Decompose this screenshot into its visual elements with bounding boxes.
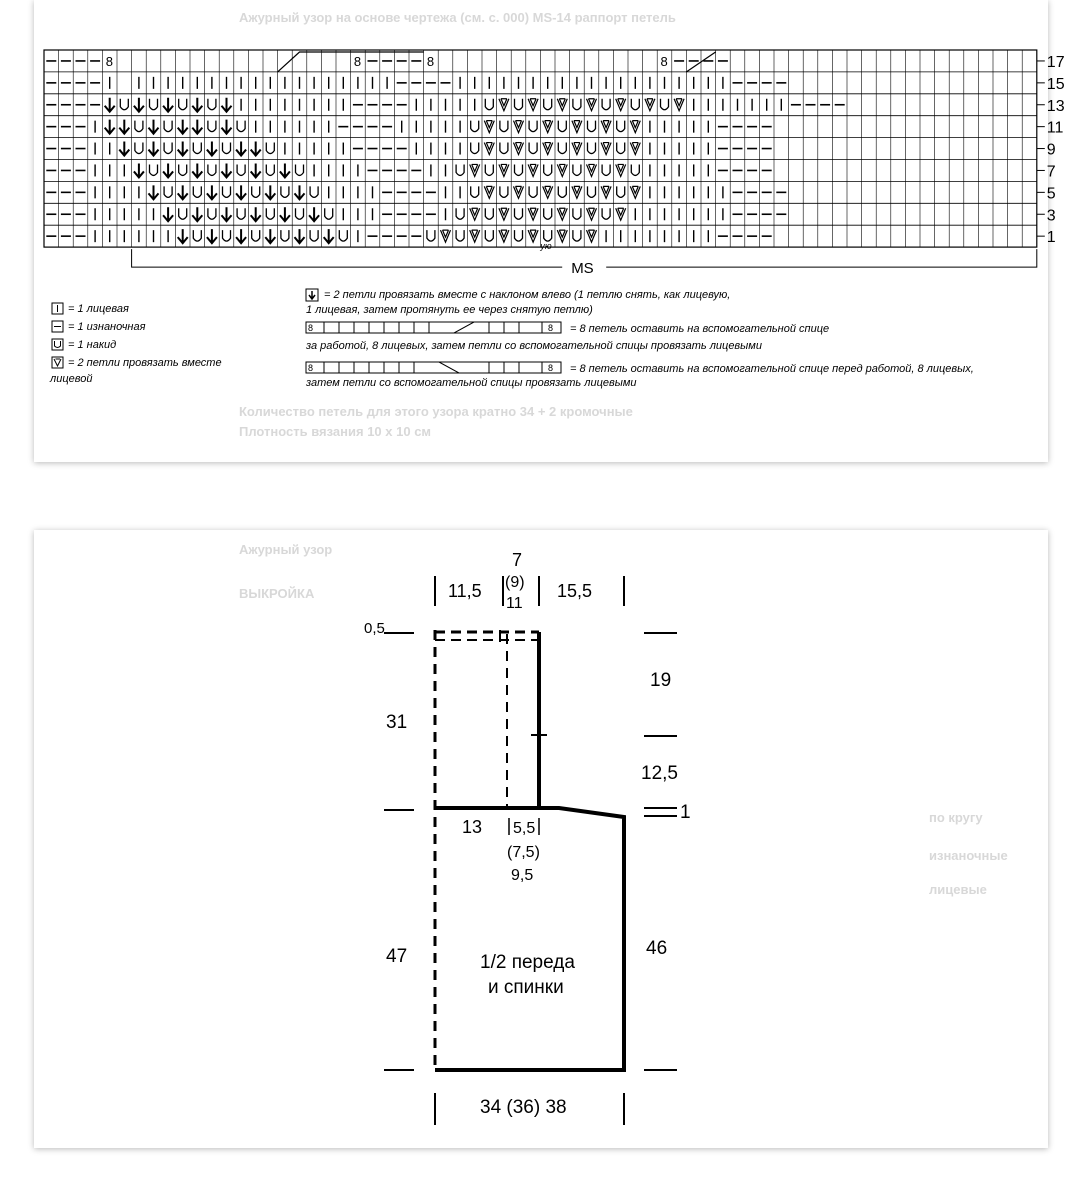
yo-cell bbox=[223, 143, 231, 154]
k2tog-cell bbox=[543, 121, 553, 133]
yo-cell bbox=[339, 230, 347, 241]
k2tog-cell bbox=[572, 121, 582, 133]
yo-cell bbox=[661, 99, 669, 110]
ssk-cell bbox=[222, 207, 232, 221]
k2tog-cell bbox=[543, 143, 553, 155]
k2tog-cell bbox=[557, 208, 567, 220]
yo-cell bbox=[544, 208, 552, 219]
left-value-47: 47 bbox=[386, 946, 408, 967]
yo-cell bbox=[266, 208, 274, 219]
k2tog-cell bbox=[587, 230, 597, 242]
legend-purl-text: = 1 изнаночная bbox=[68, 321, 146, 333]
legend-knit-text: = 1 лицевая bbox=[68, 303, 129, 315]
ssk-cell bbox=[324, 229, 334, 243]
right-value-46: 46 bbox=[646, 938, 668, 959]
yo-cell bbox=[471, 121, 479, 132]
right-value-125: 12,5 bbox=[641, 763, 678, 784]
yo-cell bbox=[296, 164, 304, 175]
ssk-cell bbox=[149, 120, 159, 134]
waist-mid-value-1: 5,5 bbox=[513, 820, 536, 837]
yo-cell bbox=[500, 143, 508, 154]
yo-cell bbox=[471, 143, 479, 154]
ssk-cell bbox=[119, 142, 129, 156]
center-label-2: и спинки bbox=[488, 977, 564, 998]
right-value-1: 1 bbox=[680, 802, 691, 823]
schema-faint-right-2: изнаночные bbox=[929, 848, 1008, 863]
yo-cell bbox=[164, 121, 172, 132]
k2tog-cell bbox=[528, 230, 538, 242]
row-number-label: 7 bbox=[1046, 163, 1056, 181]
legend-symbols bbox=[34, 285, 1048, 395]
k2tog-cell bbox=[514, 186, 524, 198]
k2tog-cell bbox=[601, 121, 611, 133]
ssk-cell bbox=[207, 229, 217, 243]
ssk-cell bbox=[192, 98, 202, 112]
top-center-value-2: (9) bbox=[505, 574, 525, 591]
yo-cell bbox=[164, 143, 172, 154]
legend-cable-back-text-2: за работой, 8 лицевых, затем петли со вспомогательной спицы провязать лицевыми bbox=[306, 340, 762, 352]
yo-cell bbox=[529, 121, 537, 132]
ssk-cell bbox=[134, 98, 144, 112]
yo-cell bbox=[193, 186, 201, 197]
ssk-cell bbox=[163, 207, 173, 221]
k2tog-cell bbox=[528, 164, 538, 176]
schema-faint-right-1: по кругу bbox=[929, 810, 983, 825]
yo-cell bbox=[573, 208, 581, 219]
yo-cell bbox=[193, 230, 201, 241]
yo-cell bbox=[252, 230, 260, 241]
ssk-cell bbox=[178, 229, 188, 243]
legend-k2tog-text-2: лицевой bbox=[50, 373, 93, 385]
legend-ssk-text-1: = 2 петли провязать вместе с наклоном влево (1 петлю снять, как лицевую, bbox=[324, 289, 731, 301]
yo-cell bbox=[515, 208, 523, 219]
yo-cell bbox=[573, 230, 581, 241]
k2tog-cell bbox=[587, 208, 597, 220]
svg-text:8: 8 bbox=[660, 53, 668, 69]
yo-cell bbox=[558, 143, 566, 154]
row-number-label: 1 bbox=[1046, 229, 1056, 247]
svg-text:8: 8 bbox=[353, 53, 362, 69]
yo-cell bbox=[223, 230, 231, 241]
yo-cell bbox=[602, 208, 610, 219]
yo-cell bbox=[558, 186, 566, 197]
yo-cell bbox=[237, 121, 245, 132]
schematic-card bbox=[34, 530, 1048, 1148]
legend-yo-text: = 1 накид bbox=[68, 339, 117, 351]
k2tog-cell bbox=[499, 230, 509, 242]
bottom-value: 34 (36) 38 bbox=[480, 1097, 567, 1118]
k2tog-cell bbox=[645, 99, 655, 111]
top-center-value-1: 7 bbox=[512, 550, 523, 570]
row-number-label: 17 bbox=[1046, 53, 1065, 71]
row-number-label: 13 bbox=[1046, 97, 1065, 115]
row-number-label: 5 bbox=[1046, 185, 1056, 203]
k2tog-cell bbox=[557, 230, 567, 242]
k2tog-cell bbox=[557, 164, 567, 176]
yo-cell bbox=[515, 230, 523, 241]
yo-cell bbox=[120, 99, 128, 110]
k2tog-cell bbox=[470, 164, 480, 176]
knit-symbol-icon bbox=[52, 303, 63, 314]
yo-cell bbox=[310, 186, 318, 197]
yarn-over-symbol-icon bbox=[52, 339, 63, 350]
yo-cell bbox=[558, 121, 566, 132]
schema-faint-1: Ажурный узор bbox=[239, 542, 333, 557]
yo-cell bbox=[179, 164, 187, 175]
yo-cell bbox=[456, 164, 464, 175]
yo-cell bbox=[281, 230, 289, 241]
k2tog-cell bbox=[484, 143, 494, 155]
k2tog-cell bbox=[470, 208, 480, 220]
yo-cell bbox=[281, 186, 289, 197]
ssk-cell bbox=[105, 120, 115, 134]
ssk-cell bbox=[222, 98, 232, 112]
yo-cell bbox=[266, 164, 274, 175]
faint-header: Ажурный узор на основе чертежа (см. с. 000) MS-14 раппорт петель bbox=[239, 10, 676, 25]
cable-marker-cell bbox=[427, 54, 434, 69]
ssk-cell bbox=[105, 98, 115, 112]
yo-cell bbox=[135, 143, 143, 154]
ssk-cell bbox=[207, 142, 217, 156]
yo-cell bbox=[544, 164, 552, 175]
k2tog-cell bbox=[543, 186, 553, 198]
yo-cell bbox=[325, 208, 333, 219]
yo-cell bbox=[223, 186, 231, 197]
k2tog-cell bbox=[616, 164, 626, 176]
k2tog-cell bbox=[499, 208, 509, 220]
k2tog-cell bbox=[587, 99, 597, 111]
yo-cell bbox=[617, 143, 625, 154]
schema-faint-right-3: лицевые bbox=[929, 882, 987, 897]
yo-cell bbox=[529, 186, 537, 197]
waist-mid-value-3: 9,5 bbox=[511, 867, 534, 884]
faint-footer-1: Количество петель для этого узора кратно 34 + 2 кромочные bbox=[239, 404, 633, 419]
k2tog-cell bbox=[484, 186, 494, 198]
garment-schematic bbox=[34, 530, 1048, 1148]
k2tog-cell bbox=[528, 99, 538, 111]
k2tog-cell bbox=[630, 121, 640, 133]
cable-marker-cell bbox=[661, 54, 668, 69]
yo-cell bbox=[485, 208, 493, 219]
k2tog-cell bbox=[630, 186, 640, 198]
ssk-cell bbox=[119, 120, 129, 134]
left-value-31: 31 bbox=[386, 712, 408, 733]
ssk-cell bbox=[163, 98, 173, 112]
faint-footer-2: Плотность вязания 10 x 10 см bbox=[239, 424, 432, 439]
ssk-cell bbox=[149, 142, 159, 156]
yo-cell bbox=[193, 143, 201, 154]
center-label-1: 1/2 переда bbox=[480, 952, 575, 973]
ssk-cell bbox=[295, 185, 305, 199]
ssk-cell bbox=[192, 207, 202, 221]
k2tog-cell bbox=[572, 186, 582, 198]
cable-back-marker-left: 8 bbox=[308, 323, 314, 333]
chart-card bbox=[34, 0, 1065, 462]
yo-cell bbox=[208, 99, 216, 110]
ssk-cell bbox=[236, 229, 246, 243]
legend-cable-front-text-2: затем петли со вспомогательной спицы провязать лицевыми bbox=[306, 377, 637, 389]
yo-cell bbox=[602, 164, 610, 175]
ssk-cell bbox=[236, 142, 246, 156]
ssk-cell bbox=[280, 207, 290, 221]
k2tog-cell bbox=[528, 208, 538, 220]
k2tog-cell bbox=[484, 121, 494, 133]
k2tog-symbol-icon bbox=[52, 357, 63, 368]
k2tog-cell bbox=[601, 143, 611, 155]
k2tog-cell bbox=[499, 164, 509, 176]
yo-cell bbox=[237, 208, 245, 219]
yo-cell bbox=[150, 164, 158, 175]
ssk-cell bbox=[192, 163, 202, 177]
ssk-cell bbox=[251, 142, 261, 156]
ssk-cell bbox=[149, 185, 159, 199]
legend-ssk-text-2: 1 лицевая, затем протянуть ее через снятую петлю) bbox=[306, 304, 593, 316]
k2tog-cell bbox=[616, 208, 626, 220]
cable-marker-cell bbox=[354, 54, 361, 69]
top-right-value: 15,5 bbox=[557, 581, 593, 601]
waist-mid-value-2: (7,5) bbox=[507, 844, 540, 861]
yo-cell bbox=[544, 230, 552, 241]
yo-cell bbox=[529, 143, 537, 154]
yo-cell bbox=[427, 230, 435, 241]
yo-cell bbox=[500, 121, 508, 132]
ssk-cell bbox=[265, 185, 275, 199]
ssk-cell bbox=[178, 185, 188, 199]
yo-cell bbox=[208, 121, 216, 132]
ssk-cell bbox=[265, 229, 275, 243]
yo-cell bbox=[164, 186, 172, 197]
top-left-value: 11,5 bbox=[448, 581, 482, 601]
k2tog-cell bbox=[630, 143, 640, 155]
cable-front-symbol-icon bbox=[306, 362, 561, 373]
legend-cable-front-text-1: = 8 петель оставить на вспомогательной спице перед работой, 8 лицевых, bbox=[570, 363, 974, 375]
k2tog-cell bbox=[587, 164, 597, 176]
cable-marker-cell bbox=[106, 54, 113, 69]
cable-front-marker-right: 8 bbox=[548, 363, 554, 373]
k2tog-cell bbox=[499, 99, 509, 111]
yo-cell bbox=[208, 164, 216, 175]
yo-cell bbox=[179, 99, 187, 110]
yo-cell bbox=[266, 143, 274, 154]
legend-cable-back-text-1: = 8 петель оставить на вспомогательной спице bbox=[570, 323, 830, 335]
yo-cell bbox=[310, 230, 318, 241]
k2tog-cell bbox=[514, 121, 524, 133]
ssk-cell bbox=[295, 229, 305, 243]
yo-cell bbox=[602, 99, 610, 110]
yo-cell bbox=[208, 208, 216, 219]
k2tog-cell bbox=[470, 230, 480, 242]
svg-text:8: 8 bbox=[105, 53, 113, 69]
yo-cell bbox=[237, 164, 245, 175]
yo-cell bbox=[588, 143, 596, 154]
yo-cell bbox=[617, 121, 625, 132]
yo-cell bbox=[135, 121, 143, 132]
ssk-cell bbox=[163, 163, 173, 177]
right-value-19: 19 bbox=[650, 670, 672, 691]
ssk-cell bbox=[134, 163, 144, 177]
ssk-cell bbox=[222, 120, 232, 134]
k2tog-cell bbox=[514, 143, 524, 155]
cable-back-symbol-icon bbox=[306, 322, 561, 333]
yo-cell bbox=[631, 164, 639, 175]
yo-cell bbox=[631, 99, 639, 110]
k2tog-cell bbox=[557, 99, 567, 111]
yo-cell bbox=[544, 99, 552, 110]
k2tog-cell bbox=[441, 230, 451, 242]
yo-cell bbox=[588, 121, 596, 132]
k2tog-cell bbox=[572, 143, 582, 155]
waist-value-13: 13 bbox=[462, 817, 483, 837]
row-number-label: 15 bbox=[1046, 75, 1065, 93]
yo-cell bbox=[485, 99, 493, 110]
row-number-label: 11 bbox=[1046, 119, 1064, 137]
purl-symbol-icon bbox=[52, 321, 63, 332]
yo-note-label: ую bbox=[540, 241, 552, 252]
yo-cell bbox=[179, 208, 187, 219]
legend-k2tog-text-1: = 2 петли провязать вместе bbox=[68, 357, 222, 369]
ssk-cell bbox=[309, 207, 319, 221]
k2tog-cell bbox=[601, 186, 611, 198]
ssk-cell bbox=[251, 207, 261, 221]
ssk-cell bbox=[192, 120, 202, 134]
yo-cell bbox=[515, 99, 523, 110]
schema-faint-2: ВЫКРОЙКА bbox=[239, 586, 315, 601]
yo-cell bbox=[485, 230, 493, 241]
ssk-cell bbox=[178, 142, 188, 156]
yo-cell bbox=[588, 186, 596, 197]
yo-cell bbox=[515, 164, 523, 175]
yo-cell bbox=[456, 230, 464, 241]
yo-cell bbox=[485, 164, 493, 175]
yo-cell bbox=[471, 186, 479, 197]
ssk-cell bbox=[207, 185, 217, 199]
yo-cell bbox=[573, 99, 581, 110]
k2tog-cell bbox=[674, 99, 684, 111]
ssk-cell bbox=[251, 163, 261, 177]
ssk-cell bbox=[178, 120, 188, 134]
cable-back-marker-right: 8 bbox=[548, 323, 554, 333]
yo-cell bbox=[150, 99, 158, 110]
ssk-cell bbox=[280, 163, 290, 177]
row-number-label: 3 bbox=[1046, 207, 1056, 225]
ssk-symbol-icon bbox=[306, 289, 318, 301]
yo-cell bbox=[617, 186, 625, 197]
row-number-label: 9 bbox=[1046, 141, 1056, 159]
ssk-cell bbox=[236, 185, 246, 199]
yo-cell bbox=[573, 164, 581, 175]
yo-cell bbox=[252, 186, 260, 197]
ms-label: MS bbox=[571, 260, 594, 278]
ssk-cell bbox=[222, 163, 232, 177]
k2tog-cell bbox=[616, 99, 626, 111]
yo-cell bbox=[296, 208, 304, 219]
top-center-value-3: 11 bbox=[506, 595, 523, 612]
yo-cell bbox=[500, 186, 508, 197]
svg-text:8: 8 bbox=[426, 53, 435, 69]
cable-front-marker-left: 8 bbox=[308, 363, 314, 373]
left-value-05: 0,5 bbox=[364, 620, 385, 637]
yo-cell bbox=[456, 208, 464, 219]
